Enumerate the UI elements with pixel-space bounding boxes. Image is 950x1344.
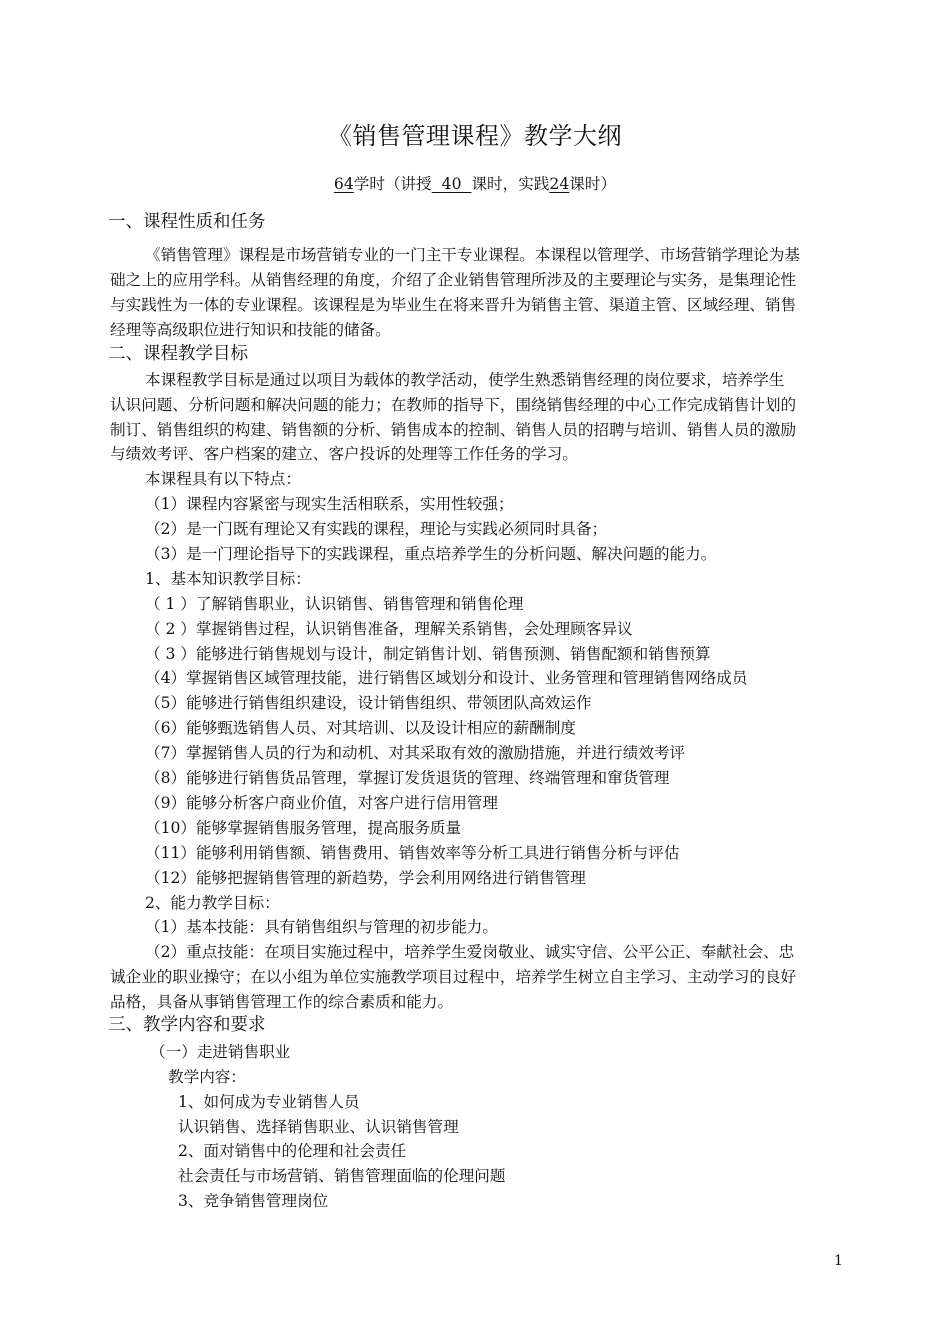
list-item: （2）是一门既有理论又有实践的课程，理论与实践必须同时具备； bbox=[145, 520, 608, 538]
list-item: （ 1 ）了解销售职业，认识销售、销售管理和销售伦理 bbox=[145, 595, 524, 613]
list-item: （7）掌握销售人员的行为和动机、对其采取有效的激励措施，并进行绩效考评 bbox=[145, 744, 686, 762]
list-item: （ 2 ）掌握销售过程，认识销售准备，理解关系销售，会处理顾客异议 bbox=[145, 620, 633, 638]
lecture-hours: 40 bbox=[441, 175, 462, 193]
section-heading-3: 三、教学内容和要求 bbox=[108, 1015, 266, 1035]
paragraph-line: 经理等高级职位进行知识和技能的储备。 bbox=[110, 321, 391, 339]
paragraph-line: 与绩效考评、客户档案的建立、客户投诉的处理等工作任务的学习。 bbox=[110, 445, 578, 463]
hours-text-2: 课时，实践 bbox=[471, 175, 550, 193]
paragraph-line: 品格，具备从事销售管理工作的综合素质和能力。 bbox=[110, 993, 454, 1011]
list-item: （4）掌握销售区域管理技能，进行销售区域划分和设计、业务管理和管理销售网络成员 bbox=[145, 669, 748, 687]
document-title: 《销售管理课程》教学大纲 bbox=[328, 122, 622, 150]
paragraph-line: 认识销售、选择销售职业、认识销售管理 bbox=[178, 1118, 459, 1136]
paragraph-line: 与实践性为一体的专业课程。该课程是为毕业生在将来晋升为销售主管、渠道主管、区域经理、销售 bbox=[110, 296, 797, 314]
paragraph-line: 《销售管理》课程是市场营销专业的一门主干专业课程。本课程以管理学、市场营销学理论为基 bbox=[145, 246, 800, 264]
hours-text-1: 学时（讲授 bbox=[353, 175, 432, 193]
list-item: （ 3 ）能够进行销售规划与设计，制定销售计划、销售预测、销售配额和销售预算 bbox=[145, 645, 711, 663]
course-hours bbox=[0, 174, 950, 194]
paragraph-line: 制订、销售组织的构建、销售额的分析、销售成本的控制、销售人员的招聘与培训、销售人员的激励 bbox=[110, 421, 797, 439]
list-item: （9）能够分析客户商业价值，对客户进行信用管理 bbox=[145, 794, 498, 812]
list-item: （10）能够掌握销售服务管理，提高服务质量 bbox=[145, 819, 462, 837]
section-heading-1: 一、课程性质和任务 bbox=[108, 212, 266, 232]
page-number: 1 bbox=[834, 1253, 843, 1269]
paragraph-line: 本课程具有以下特点： bbox=[145, 470, 301, 488]
hours-text-3: 课时） bbox=[569, 175, 617, 193]
paragraph-line: 社会责任与市场营销、销售管理面临的伦理问题 bbox=[178, 1167, 506, 1185]
paragraph-line: 教学内容： bbox=[168, 1068, 246, 1086]
list-item: （11）能够利用销售额、销售费用、销售效率等分析工具进行销售分析与评估 bbox=[145, 844, 680, 862]
total-hours: 64 bbox=[333, 175, 354, 193]
subheading: （一）走进销售职业 bbox=[150, 1043, 291, 1061]
paragraph-line: 本课程教学目标是通过以项目为载体的教学活动，使学生熟悉销售经理的岗位要求，培养学生 bbox=[145, 371, 785, 389]
list-item: （3）是一门理论指导下的实践课程，重点培养学生的分析问题、解决问题的能力。 bbox=[145, 545, 717, 563]
list-item: （5）能够进行销售组织建设，设计销售组织、带领团队高效运作 bbox=[145, 694, 592, 712]
list-item: （2）重点技能：在项目实施过程中，培养学生爱岗敬业、诚实守信、公平公正、奉献社会、忠 bbox=[145, 943, 795, 961]
list-item: 1、如何成为专业销售人员 bbox=[178, 1093, 360, 1111]
section-heading-2: 二、课程教学目标 bbox=[108, 344, 248, 364]
list-item: （12）能够把握销售管理的新趋势，学会利用网络进行销售管理 bbox=[145, 869, 586, 887]
subheading: 2、能力教学目标： bbox=[145, 894, 280, 912]
list-item: 3、竞争销售管理岗位 bbox=[178, 1192, 329, 1210]
paragraph-line: 认识问题、分析问题和解决问题的能力；在教师的指导下，围绕销售经理的中心工作完成销售计划的 bbox=[110, 396, 797, 414]
practice-hours: 24 bbox=[549, 175, 570, 193]
list-item: （1）基本技能：具有销售组织与管理的初步能力。 bbox=[145, 918, 498, 936]
list-item: （6）能够甄选销售人员、对其培训、以及设计相应的薪酬制度 bbox=[145, 719, 576, 737]
paragraph-line: 础之上的应用学科。从销售经理的角度，介绍了企业销售管理所涉及的主要理论与实务，是集理论性 bbox=[110, 271, 797, 289]
paragraph-line: 诚企业的职业操守；在以小组为单位实施教学项目过程中，培养学生树立自主学习、主动学习的良好 bbox=[110, 968, 797, 986]
list-item: （1）课程内容紧密与现实生活相联系，实用性较强； bbox=[145, 495, 514, 513]
list-item: （8）能够进行销售货品管理，掌握订发货退货的管理、终端管理和窜货管理 bbox=[145, 769, 670, 787]
subheading: 1、基本知识教学目标： bbox=[145, 570, 311, 588]
list-item: 2、面对销售中的伦理和社会责任 bbox=[178, 1142, 407, 1160]
